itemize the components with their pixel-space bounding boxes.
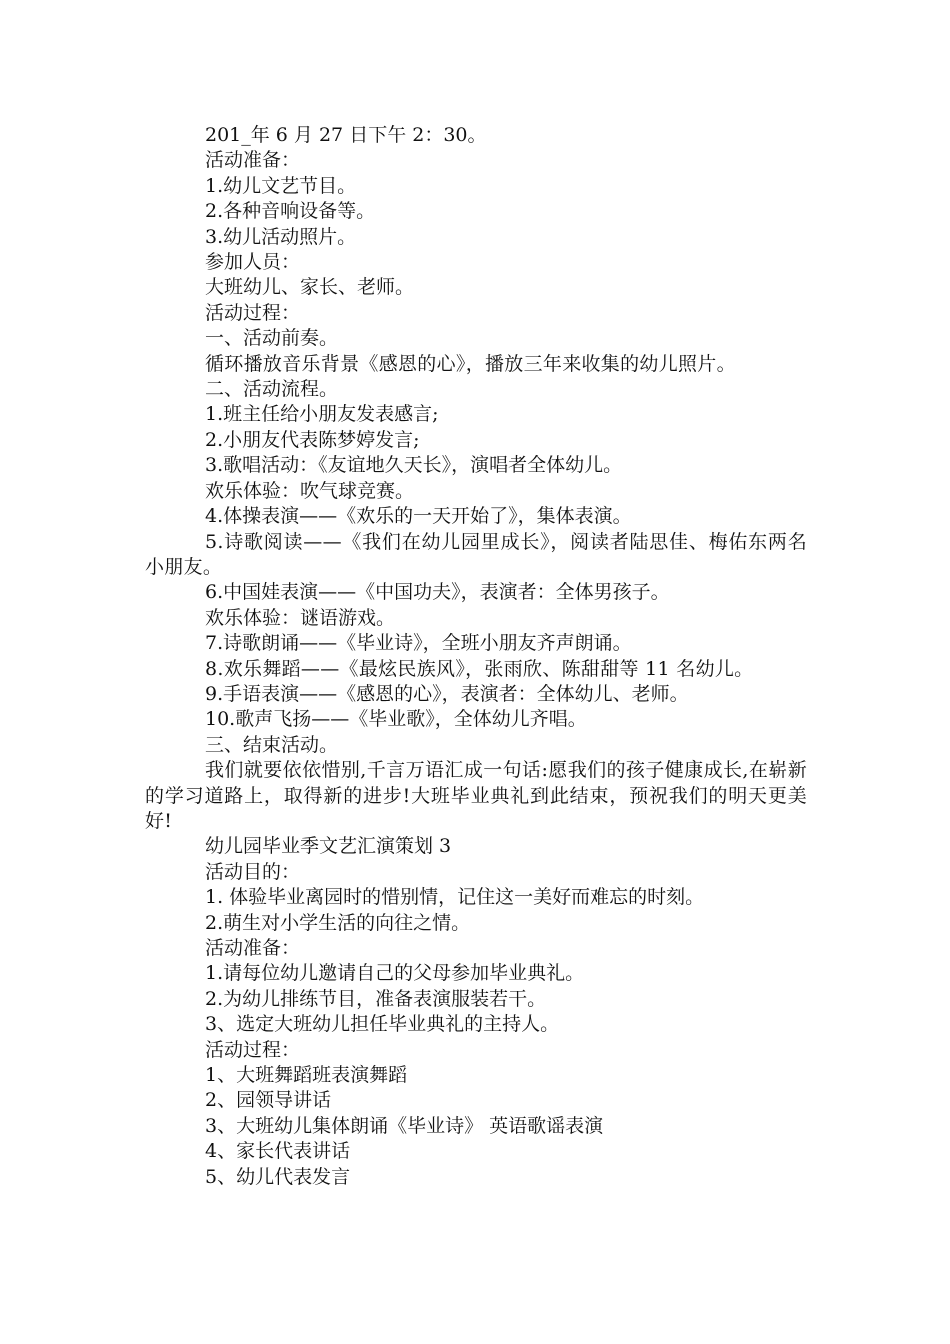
text-line: 欢乐体验：谜语游戏。 (205, 606, 396, 629)
list-item: 4、家长代表讲话 (205, 1140, 351, 1163)
section-heading: 活动过程： (205, 301, 301, 324)
list-item: 5、幼儿代表发言 (205, 1165, 351, 1188)
list-item: 10.歌声飞扬——《毕业歌》，全体幼儿齐唱。 (205, 708, 587, 731)
list-item: 2、园领导讲话 (205, 1089, 332, 1112)
list-item: 2.萌生对小学生活的向往之情。 (205, 911, 471, 934)
list-item: 4.体操表演——《欢乐的一天开始了》，集体表演。 (205, 505, 632, 528)
list-item: 1.请每位幼儿邀请自己的父母参加毕业典礼。 (205, 962, 585, 985)
text-line: 201_年 6 月 27 日下午 2：30。 (205, 124, 487, 146)
list-item: 5.诗歌阅读——《我们在幼儿园里成长》，阅读者陆思佳、梅佑东两名小朋友。 (145, 530, 807, 578)
list-item: 3.幼儿活动照片。 (205, 225, 357, 248)
section-heading: 活动过程： (205, 1038, 301, 1061)
list-item: 3.歌唱活动：《友谊地久天长》，演唱者全体幼儿。 (205, 454, 623, 477)
list-item: 2.为幼儿排练节目，准备表演服装若干。 (205, 987, 547, 1010)
list-item: 1、大班舞蹈班表演舞蹈 (205, 1064, 408, 1087)
section-heading: 活动准备： (205, 149, 301, 172)
list-item: 1.班主任给小朋友发表感言; (205, 403, 439, 426)
section-heading: 活动准备： (205, 937, 301, 959)
text-line: 欢乐体验：吹气球竞赛。 (205, 479, 415, 502)
document-body (145, 123, 807, 1190)
list-item: 2.各种音响设备等。 (205, 200, 376, 223)
section-heading: 活动目的： (205, 860, 301, 883)
list-item: 8.欢乐舞蹈——《最炫民族风》，张雨欣、陈甜甜等 11 名幼儿。 (205, 657, 754, 680)
section-heading: 一、活动前奏。 (205, 327, 339, 350)
list-item: 1. 体验毕业离园时的惜别情，记住这一美好而难忘的时刻。 (205, 886, 705, 909)
paragraph: 我们就要依依惜别,千言万语汇成一句话:愿我们的孩子健康成长,在崭新的学习道路上，取得新的进步!大班毕业典礼到此结束，预祝我们的明天更美好! (145, 759, 807, 832)
list-item: 1.幼儿文艺节目。 (205, 174, 357, 197)
section-heading: 三、结束活动。 (205, 733, 339, 756)
paragraph: 循环播放音乐背景《感恩的心》，播放三年来收集的幼儿照片。 (205, 352, 736, 375)
list-item: 3、大班幼儿集体朗诵《毕业诗》 英语歌谣表演 (205, 1114, 604, 1137)
section-heading: 参加人员： (205, 251, 301, 274)
section-title: 幼儿园毕业季文艺汇演策划 3 (205, 835, 452, 858)
text-line: 大班幼儿、家长、老师。 (205, 276, 415, 299)
list-item: 6.中国娃表演——《中国功夫》，表演者：全体男孩子。 (205, 581, 670, 604)
list-item: 7.诗歌朗诵——《毕业诗》，全班小朋友齐声朗诵。 (205, 632, 632, 655)
list-item: 3、选定大班幼儿担任毕业典礼的主持人。 (205, 1013, 560, 1036)
section-heading: 二、活动流程。 (205, 378, 339, 401)
list-item: 2.小朋友代表陈梦婷发言; (205, 428, 420, 451)
list-item: 9.手语表演——《感恩的心》，表演者：全体幼儿、老师。 (205, 682, 689, 705)
